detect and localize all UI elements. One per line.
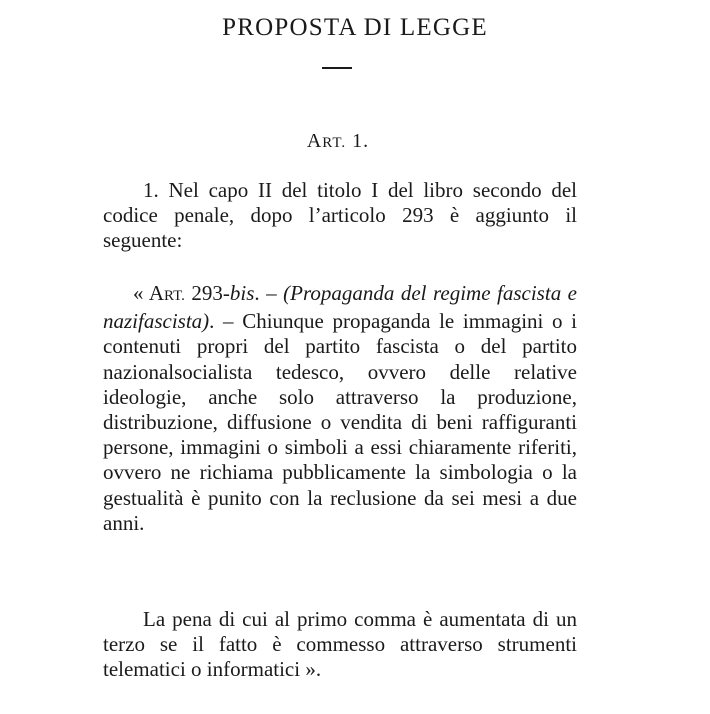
title-divider: [322, 67, 352, 69]
document-title: PROPOSTA DI LEGGE: [222, 14, 488, 41]
article-heading: [0, 130, 676, 153]
article-heading-number: 1.: [346, 130, 370, 152]
quote-open: «: [133, 281, 149, 305]
article-heading-small: RT.: [322, 135, 347, 151]
quoted-article-suffix: bis: [229, 281, 255, 305]
quoted-article-heading: (Propaganda del regime fascista e nazifascista): [103, 281, 578, 334]
quoted-article-number: 293-: [184, 281, 230, 305]
quoted-article: [103, 281, 577, 536]
paragraph-2-text: Chiunque propaganda le immagini o i contenuti propri del partito fascista o del partito nazionalsocialista tedesco, ovvero delle relative ideologie, anche solo attraverso la produzione, distribuzione, diffusione o vendita di beni raffiguranti persone, immagini o simboli a essi chiaramente riferiti, ovvero ne richiama pubblicamente la simbologia o la gestualità è punito con la reclusione da sei mesi a due anni.: [103, 309, 577, 535]
quoted-article-label: [149, 281, 185, 305]
paragraph-1: [103, 178, 577, 254]
article-heading-cap: A: [306, 130, 323, 152]
paragraph-3: [103, 607, 577, 683]
paragraph-1-text: 1. Nel capo II del titolo I del libro secondo del codice penale, dopo l’articolo 293 è aggiunto il seguente:: [103, 178, 577, 253]
quoted-article-cap: A: [148, 281, 165, 305]
paragraph-3-text: La pena di cui al primo comma è aumentata di un terzo se il fatto è commesso attraverso strumenti telematici o informatici ».: [103, 607, 577, 682]
quoted-article-dash: . –: [209, 309, 243, 334]
quoted-article-after: . –: [254, 281, 284, 305]
paragraph-2: [103, 281, 577, 536]
quoted-article-small: RT.: [164, 288, 185, 304]
